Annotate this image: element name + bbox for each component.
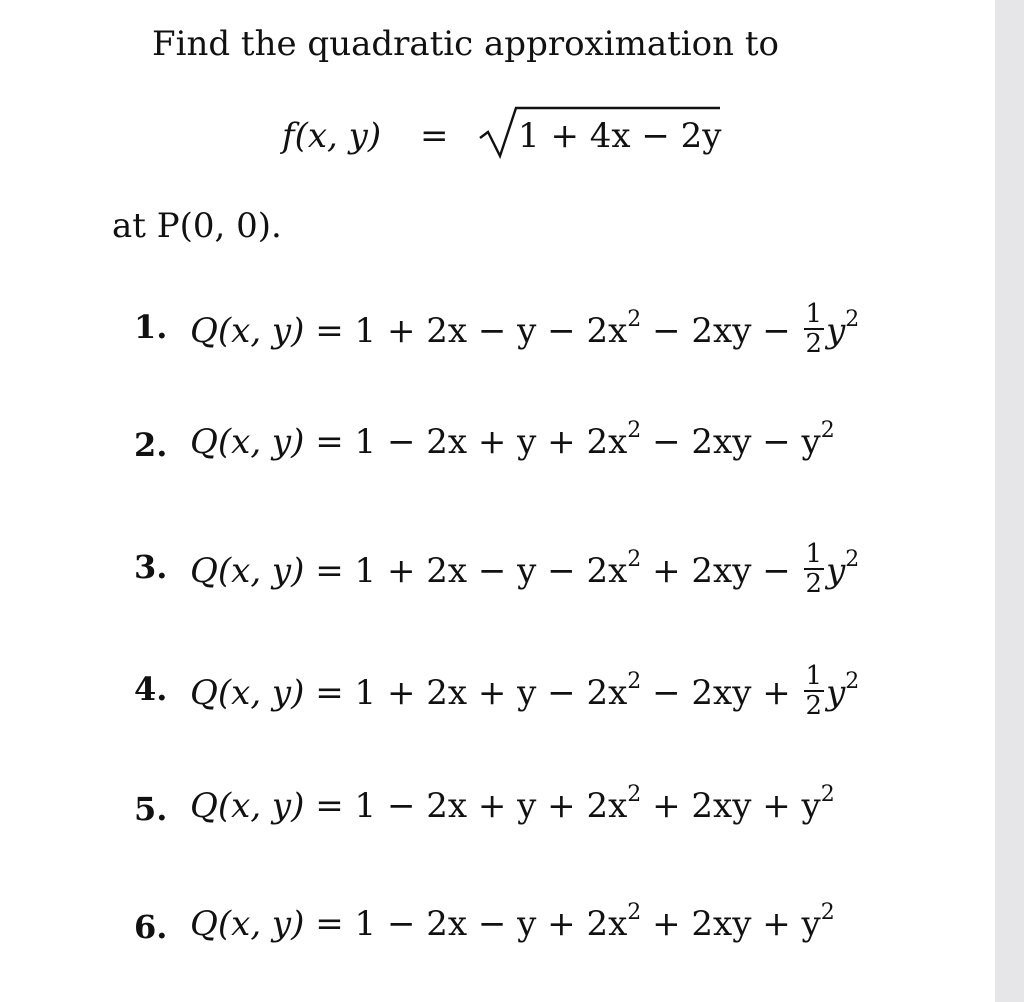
option-expression: Q(x, $y) = 1 + 2x + y - 2x^2 - 2xy$ + $\frac{1}{2}$ $y^2$ — [190, 661, 860, 721]
option-4[interactable] — [134, 662, 934, 722]
function-rhs: 1 + 4x − 2y — [518, 116, 722, 156]
option-expression: Q(x, $y) = 1 - 2x + y + 2x^2 + 2xy + y^2$ — [190, 782, 835, 826]
option-number: 2. — [134, 426, 168, 464]
problem-intro: Find the quadratic approximation to — [152, 24, 779, 64]
fraction: $\frac{1}{2}$ — [805, 661, 823, 721]
option-number: 1. — [134, 308, 168, 346]
fraction: $\frac{1}{2}$ — [805, 299, 823, 359]
function-lhs: f(x, y) — [282, 116, 382, 156]
option-number: 6. — [134, 908, 168, 946]
scrollbar-track[interactable] — [995, 0, 1024, 1002]
fraction: $\frac{1}{2}$ — [805, 539, 823, 599]
option-expression: Q(x, $y) = 1 + 2x - y - 2x^2 + 2xy$ − $\frac{1}{2}$ $y^2$ — [190, 539, 860, 599]
function-equals: = — [420, 116, 449, 156]
option-1[interactable] — [134, 300, 934, 360]
option-number: 3. — [134, 548, 168, 586]
option-expression: Q(x, $y) = 1 - 2x - y + 2x^2 + 2xy + y^2$ — [190, 900, 835, 944]
option-2[interactable] — [134, 418, 934, 478]
option-3[interactable] — [134, 540, 934, 600]
evaluation-point: at P(0, 0). — [112, 206, 282, 246]
option-expression: Q(x, $y) = 1 - 2x + y + 2x^2 - 2xy - y^2$ — [190, 418, 835, 462]
option-number: 4. — [134, 670, 168, 708]
option-5[interactable] — [134, 782, 934, 842]
option-6[interactable] — [134, 900, 934, 960]
option-number: 5. — [134, 790, 168, 828]
option-expression: Q(x, $y) = 1 + 2x - y - 2x^2 - 2xy$ − $\frac{1}{2}$ $y^2$ — [190, 299, 860, 359]
